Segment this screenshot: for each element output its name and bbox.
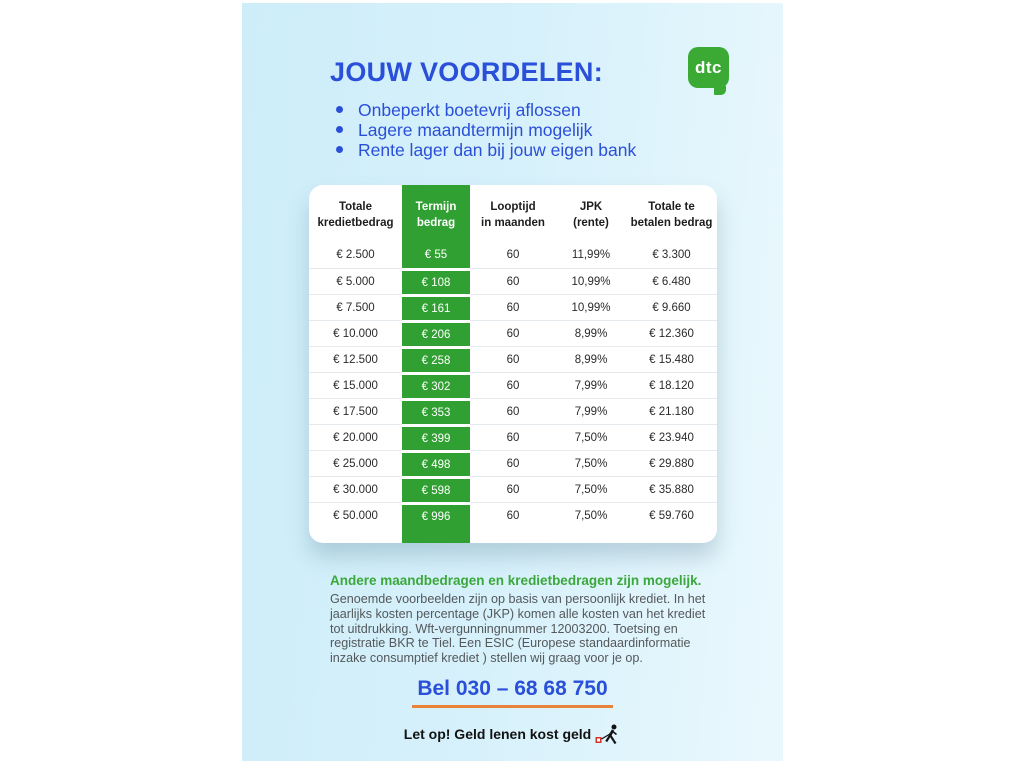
table-cell: 7,50%	[556, 424, 626, 450]
table-cell: € 15.000	[309, 372, 402, 398]
table-cell: € 206	[402, 320, 470, 346]
credit-warning-label: Let op! Geld lenen kost geld	[403, 725, 592, 742]
benefit-label: Rente lager dan bij jouw eigen bank	[358, 140, 637, 160]
table-cell: 7,99%	[556, 372, 626, 398]
table-cell: € 25.000	[309, 450, 402, 476]
table-cell: € 30.000	[309, 476, 402, 502]
table-row	[309, 372, 717, 398]
table-spacer-cell	[556, 528, 626, 543]
subheading: Andere maandbedragen en kredietbedragen zijn mogelijk.	[330, 573, 702, 588]
table-cell: € 10.000	[309, 320, 402, 346]
table-cell: € 35.880	[626, 476, 717, 502]
table-cell: € 5.000	[309, 268, 402, 294]
table-cell: € 2.500	[336, 249, 375, 261]
table-cell: 60	[506, 249, 520, 261]
rates-table-card	[309, 185, 717, 543]
column-header-jpk: JPK (rente)	[573, 201, 609, 229]
column-header-looptijd: Looptijd in maanden	[481, 201, 545, 229]
benefit-item	[336, 120, 636, 140]
table-cell: € 15.480	[626, 346, 717, 372]
table-cell: 60	[470, 424, 556, 450]
table-cell: 60	[470, 476, 556, 502]
benefit-item	[336, 140, 636, 160]
table-cell: 10,99%	[556, 294, 626, 320]
table-row	[309, 242, 717, 268]
table-cell: € 9.660	[626, 294, 717, 320]
table-cell: € 29.880	[626, 450, 717, 476]
table-cell: € 302	[402, 372, 470, 398]
table-cell: € 55	[402, 242, 470, 268]
table-cell: 8,99%	[556, 346, 626, 372]
table-cell: 60	[470, 268, 556, 294]
table-cell: 8,99%	[556, 320, 626, 346]
phone-number-link[interactable]: Bel 030 – 68 68 750	[412, 677, 612, 708]
table-cell: 7,50%	[556, 450, 626, 476]
flyer-background	[242, 3, 783, 761]
table-cell: € 59.760	[626, 502, 717, 528]
table-cell: € 17.500	[309, 398, 402, 424]
money-burden-icon	[594, 724, 621, 745]
table-cell: 11,99%	[571, 249, 611, 261]
table-cell: € 18.120	[626, 372, 717, 398]
table-spacer-cell	[626, 528, 717, 543]
table-spacer-cell	[470, 528, 556, 543]
table-cell: 7,50%	[556, 502, 626, 528]
table-cell: € 498	[402, 450, 470, 476]
table-cell: € 353	[402, 398, 470, 424]
benefits-list	[336, 100, 636, 160]
table-cell: € 12.360	[626, 320, 717, 346]
column-header-totaal: Totale te betalen bedrag	[630, 201, 713, 229]
table-row	[309, 320, 717, 346]
bullet-dot-icon	[336, 106, 343, 113]
benefit-label: Lagere maandtermijn mogelijk	[358, 120, 593, 140]
table-cell: € 996	[402, 502, 470, 528]
table-cell: € 161	[402, 294, 470, 320]
rates-table-body	[309, 242, 717, 543]
column-header-termijnbedrag: Termijn bedrag	[402, 185, 470, 242]
table-cell: € 23.940	[626, 424, 717, 450]
table-cell: € 3.300	[652, 249, 691, 261]
table-cell: € 399	[402, 424, 470, 450]
table-cell: € 21.180	[626, 398, 717, 424]
table-row	[309, 424, 717, 450]
rates-table	[309, 185, 717, 543]
table-row	[309, 268, 717, 294]
table-cell: 60	[470, 346, 556, 372]
table-header-row	[309, 185, 717, 242]
table-row	[309, 476, 717, 502]
phone-row	[242, 677, 783, 708]
table-cell: € 7.500	[309, 294, 402, 320]
table-row	[309, 398, 717, 424]
table-spacer-row	[309, 528, 717, 543]
table-cell: 60	[470, 372, 556, 398]
table-cell: 7,50%	[556, 476, 626, 502]
benefit-label: Onbeperkt boetevrij aflossen	[358, 100, 581, 120]
table-cell: 7,99%	[556, 398, 626, 424]
table-cell: 60	[470, 502, 556, 528]
table-cell: € 50.000	[309, 502, 402, 528]
bullet-dot-icon	[336, 146, 343, 153]
bullet-dot-icon	[336, 126, 343, 133]
table-spacer-cell	[402, 528, 470, 543]
table-row	[309, 450, 717, 476]
column-header-kredietbedrag: Totale kredietbedrag	[317, 201, 394, 229]
table-cell: € 6.480	[626, 268, 717, 294]
table-cell: € 108	[402, 268, 470, 294]
table-row	[309, 346, 717, 372]
table-cell: 10,99%	[556, 268, 626, 294]
dtc-logo-text: dtc	[695, 57, 722, 77]
table-cell: 60	[470, 398, 556, 424]
dtc-logo	[688, 47, 729, 88]
table-cell: € 12.500	[309, 346, 402, 372]
credit-warning	[242, 722, 783, 745]
table-row	[309, 502, 717, 528]
benefit-item	[336, 100, 636, 120]
table-cell: € 258	[402, 346, 470, 372]
table-cell: 60	[470, 450, 556, 476]
table-cell: 60	[470, 320, 556, 346]
table-cell: 60	[470, 294, 556, 320]
table-spacer-cell	[309, 528, 402, 543]
table-row	[309, 294, 717, 320]
page-title: JOUW VOORDELEN:	[330, 57, 604, 87]
disclaimer-text: Genoemde voorbeelden zijn op basis van persoonlijk krediet. In het jaarlijks kosten percentage (JKP) komen alle kosten van het krediet tot uitdrukking. Wft-vergunningnummer 12003200. Toetsing en registratie BKR te Tiel. Een ESIC (Europese standaardinformatie inzake consumptief krediet ) stellen wij graag voor je op.	[330, 592, 706, 666]
table-cell: € 20.000	[309, 424, 402, 450]
table-cell: € 598	[402, 476, 470, 502]
